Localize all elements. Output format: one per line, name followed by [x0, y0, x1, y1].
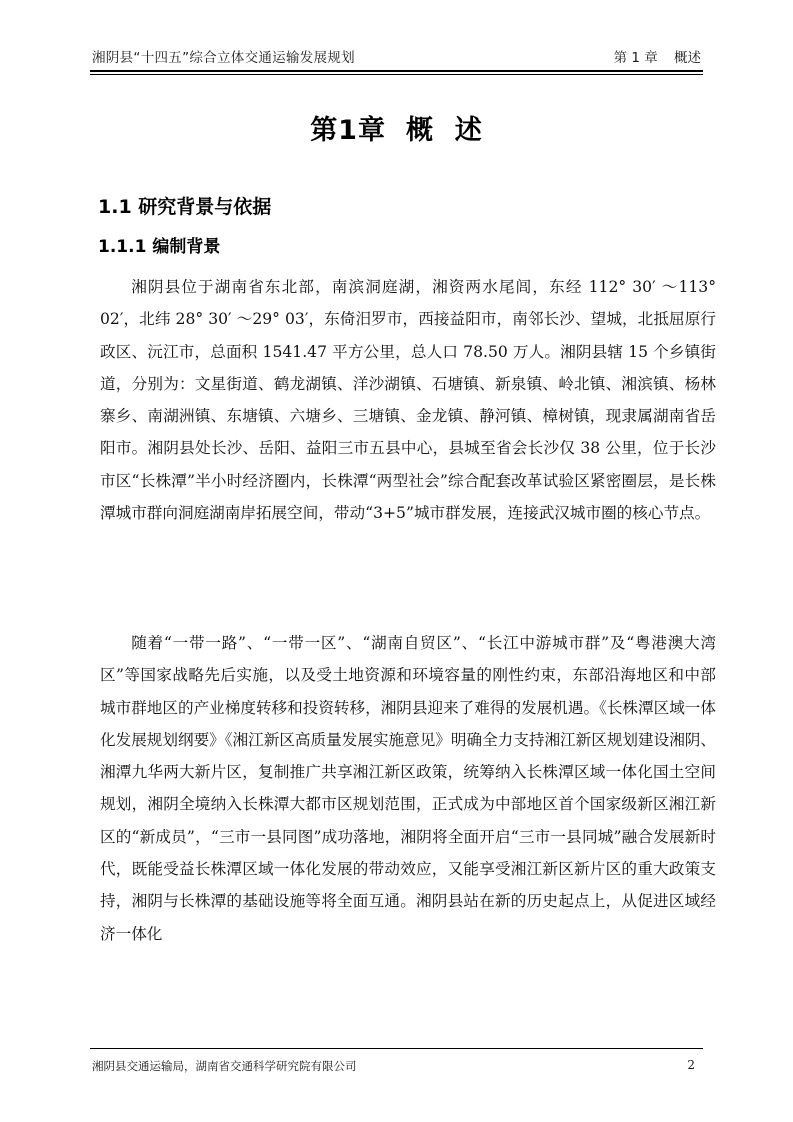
header-chapter — [602, 46, 701, 66]
page-header — [90, 40, 703, 70]
footer-rule — [90, 1048, 703, 1049]
page-number: 2 — [687, 1058, 695, 1072]
header-rule-thin — [90, 74, 703, 75]
body-paragraph-1 — [100, 271, 716, 529]
header-document-title: 湘阴县“十四五”综合立体交通运输发展规划 — [92, 50, 355, 66]
body-paragraph-2 — [100, 627, 716, 950]
header-rule-thick — [90, 70, 703, 72]
header-chapter-number: 第 1 章 — [613, 50, 658, 66]
footer-organization: 湘阴县交通运输局，湖南省交通科学研究院有限公司 — [92, 1059, 357, 1073]
subsection-heading: 1.1.1 编制背景 — [98, 237, 221, 257]
chapter-title — [0, 108, 793, 147]
header-chapter-name: 概述 — [674, 50, 701, 66]
chapter-name: 概 述 — [405, 115, 483, 146]
page-footer — [90, 1048, 703, 1078]
paragraph-text: 随着“一带一路”、“一带一区”、“湖南自贸区”、“长江中游城市群”及“粤港澳大湾区”等国家战略先后实施，以及受土地资源和环境容量的刚性约束，东部沿海地区和中部城市群地区的产业梯度转移和投资转移，湘阴县迎来了难得的发展机遇。《长株潭区域一体化发展规划纲要》《湘江新区高质量发展实施意见》明确全力支持湘江新区规划建设湘阴、湘潭九华两大新片区，复制推广共享湘江新区政策，统筹纳入长株潭区域一体化国土空间规划，湘阴全境纳入长株潭大都市区规划范围，正式成为中部地区首个国家级新区湘江新区的“新成员”，“三市一县同图”成功落地，湘阴将全面开启“三市一县同城”融合发展新时代，既能受益长株潭区域一体化发展的带动效应，又能享受湘江新区新片区的重大政策支持，湘阴与长株潭的基础设施等将全面互通。湘阴县站在新的历史起点上，从促进区域经济一体化 — [100, 634, 716, 943]
paragraph-text: 湘阴县位于湖南省东北部，南滨洞庭湖，湘资两水尾闾，东经 112° 30′ ～113° 02′，北纬 28° 30′ ～29° 03′，东倚汨罗市，西接益阳市，南邻长沙、望城，北抵屈原行政区、沅江市，总面积 1541.47 平方公里，总人口 78.50 万人。湘阴县辖 15 个乡镇街道，分别为：文星街道、鹤龙湖镇、洋沙湖镇、石塘镇、新泉镇、岭北镇、湘滨镇、杨林寨乡、南湖洲镇、东塘镇、六塘乡、三塘镇、金龙镇、静河镇、樟树镇，现隶属湖南省岳阳市。湘阴县处长沙、岳阳、益阳三市五县中心，县城至省会长沙仅 38 公里，位于长沙市区“长株潭”半小时经济圈内，长株潭“两型社会”综合配套改革试验区紧密圈层，是长株潭城市群向洞庭湖南岸拓展空间，带动“3+5”城市群发展，连接武汉城市圈的核心节点。 — [100, 278, 716, 523]
chapter-label: 第1章 — [310, 115, 386, 146]
section-heading: 1.1 研究背景与依据 — [98, 196, 272, 218]
